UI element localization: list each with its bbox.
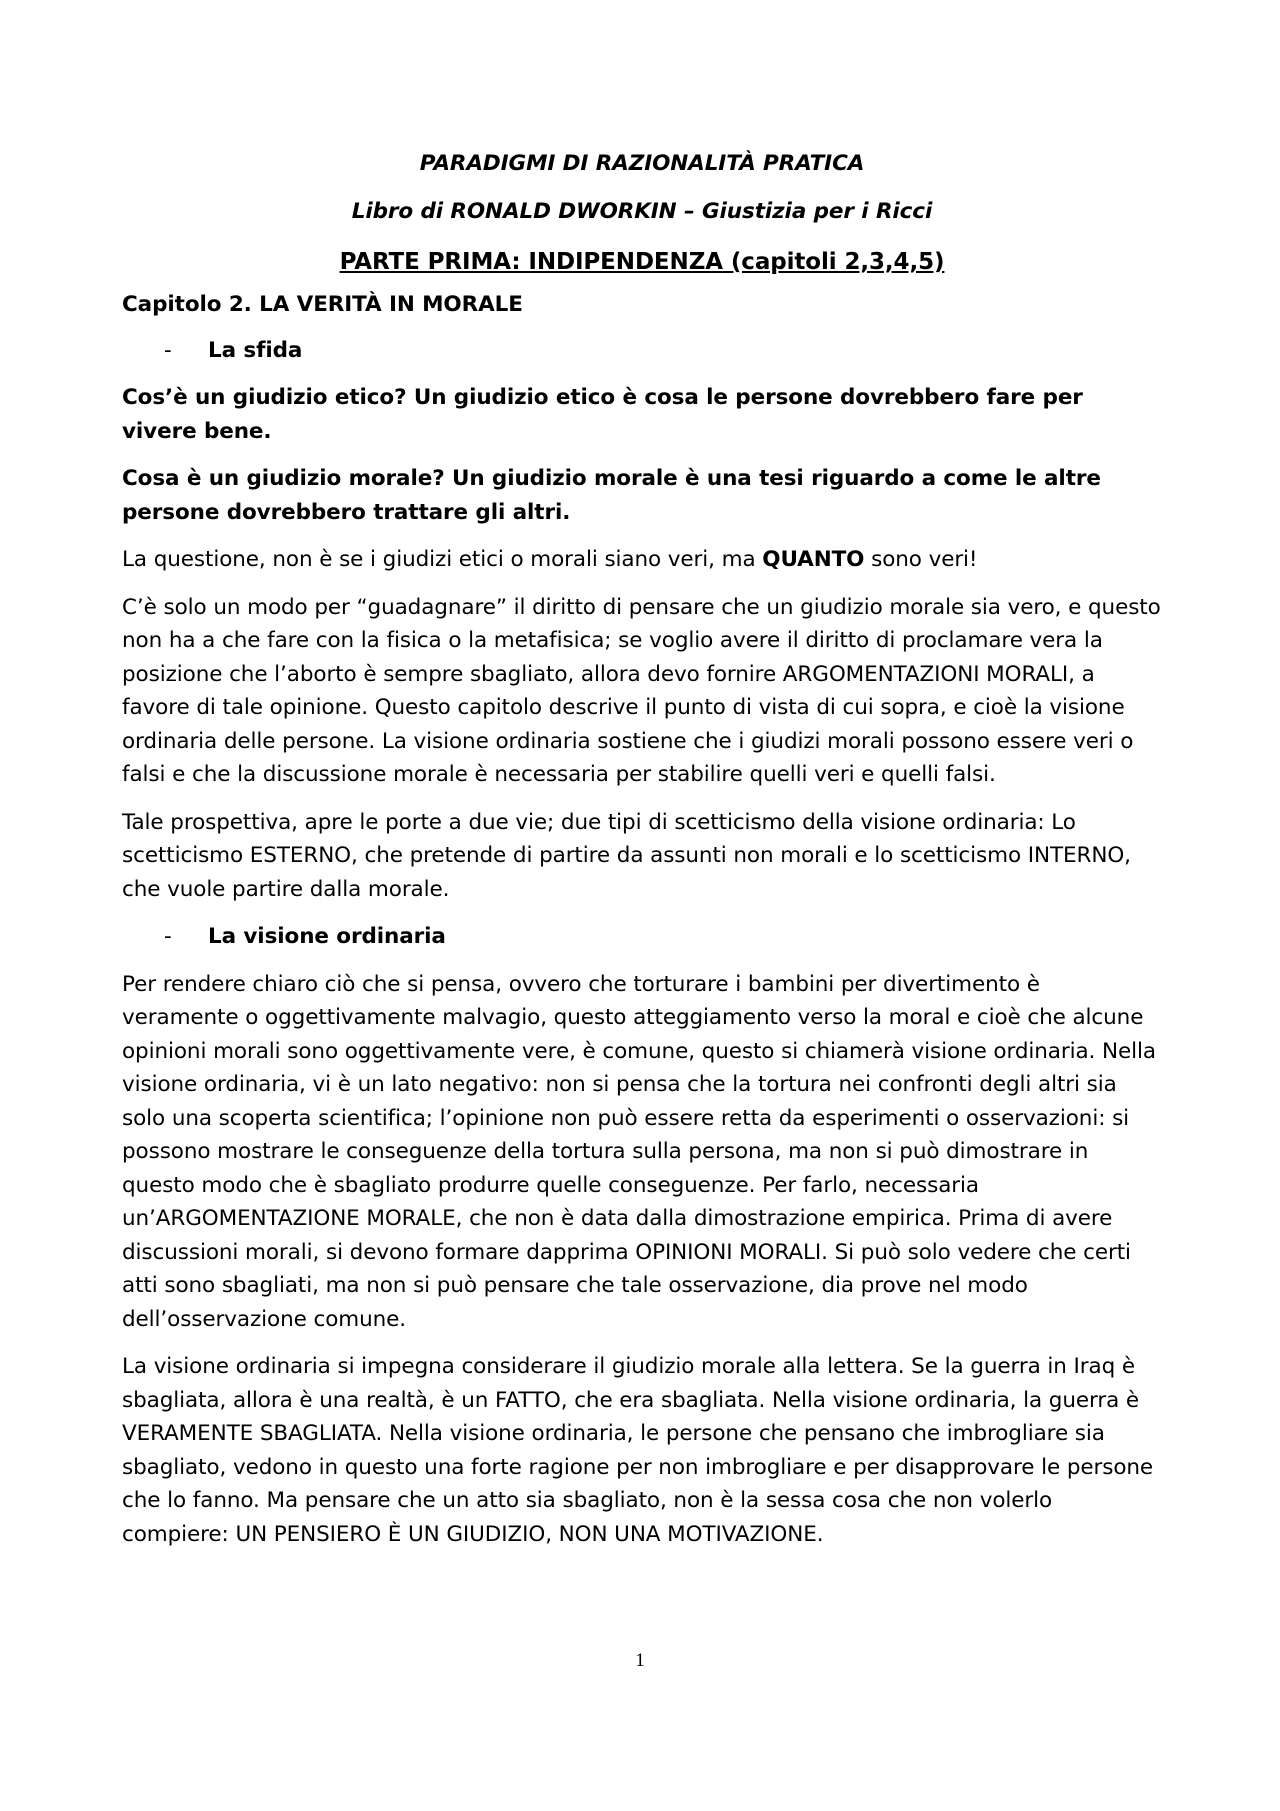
bullet-dash: -: [164, 337, 172, 363]
page-number: 1: [635, 1650, 645, 1671]
paragraph-modo: C’è solo un modo per “guadagnare” il diritto di pensare che un giudizio morale sia vero, e questo non ha a che fare con la fisica o la metafisica; se voglio avere il diritto di proclamare vera la posizione che l’aborto è sempre sbagliato, allora devo fornire ARGOMENTAZIONI MORALI, a favore di tale opinione. Questo capitolo descrive il punto di vista di cui sopra, e cioè la visione ordinaria delle persone. La visione ordinaria sostiene che i giudizi morali possono essere veri o falsi e che la discussione morale è necessaria per stabilire quelli veri e quelli falsi.: [122, 594, 1161, 787]
page-content: [122, 148, 1162, 1565]
paragraph-questione: [122, 543, 1162, 577]
questione-text: La questione, non è se i giudizi etici o morali siano veri, ma: [122, 547, 763, 572]
questione-emphasis: QUANTO: [762, 547, 865, 572]
course-title: PARADIGMI DI RAZIONALITÀ PRATICA: [419, 151, 865, 176]
chapter-title: Capitolo 2. LA VERITÀ IN MORALE: [122, 292, 523, 317]
paragraph-prospettiva: Tale prospettiva, apre le porte a due vie; due tipi di scetticismo della visione ordinaria: Lo scetticismo ESTERNO, che pretende di partire da assunti non morali e lo scetticismo INTERNO, che vuole partire dalla morale.: [122, 809, 1131, 902]
section-heading-visione: [122, 920, 1162, 954]
book-line: Libro di RONALD DWORKIN – Giustizia per i Ricci: [351, 199, 933, 224]
part-title: PARTE PRIMA: INDIPENDENZA (capitoli 2,3,4,5): [339, 249, 945, 275]
bullet-dash: -: [164, 924, 172, 949]
paragraph-impegna: La visione ordinaria si impegna considerare il giudizio morale alla lettera. Se la guerra in Iraq è sbagliata, allora è una realtà, è un FATTO, che era sbagliata. Nella visione ordinaria, la guerra è VERAMENTE SBAGLIATA. Nella visione ordinaria, le persone che pensano che imbrogliare sia sbagliato, vedono in questo una forte ragione per non imbrogliare e per disapprovare le persone che lo fanno. Ma pensare che un atto sia sbagliato, non è la sessa cosa che non volerlo compiere: UN PENSIERO È UN GIUDIZIO, NON UNA MOTIVAZIONE.: [122, 1354, 1154, 1547]
section-label: La sfida: [208, 337, 303, 363]
paragraph-etico: Cos’è un giudizio etico? Un giudizio etico è cosa le persone dovrebbero fare per vivere bene.: [122, 385, 1083, 444]
paragraph-morale: Cosa è un giudizio morale? Un giudizio morale è una tesi riguardo a come le altre persone dovrebbero trattare gli altri.: [122, 466, 1101, 525]
section-label: La visione ordinaria: [208, 924, 446, 949]
questione-end: sono veri!: [864, 547, 978, 572]
section-heading-sfida: [122, 334, 1162, 368]
paragraph-rendere: Per rendere chiaro ciò che si pensa, ovvero che torturare i bambini per divertimento è veramente o oggettivamente malvagio, questo atteggiamento verso la moral e cioè che alcune opinioni morali sono oggettivamente vere, è comune, questo si chiamerà visione ordinaria. Nella visione ordinaria, vi è un lato negativo: non si pensa che la tortura nei confronti degli altri sia solo una scoperta scientifica; l’opinione non può essere retta da esperimenti o osservazioni: si possono mostrare le conseguenze della tortura sulla persona, ma non si può dimostrare in questo modo che è sbagliato produrre quelle conseguenze. Per farlo, necessaria un’ARGOMENTAZIONE MORALE, che non è data dalla dimostrazione empirica. Prima di avere discussioni morali, si devono formare dapprima OPINIONI MORALI. Si può solo vedere che certi atti sono sbagliati, ma non si può pensare che tale osservazione, dia prove nel modo dell’osservazione comune.: [122, 971, 1156, 1332]
